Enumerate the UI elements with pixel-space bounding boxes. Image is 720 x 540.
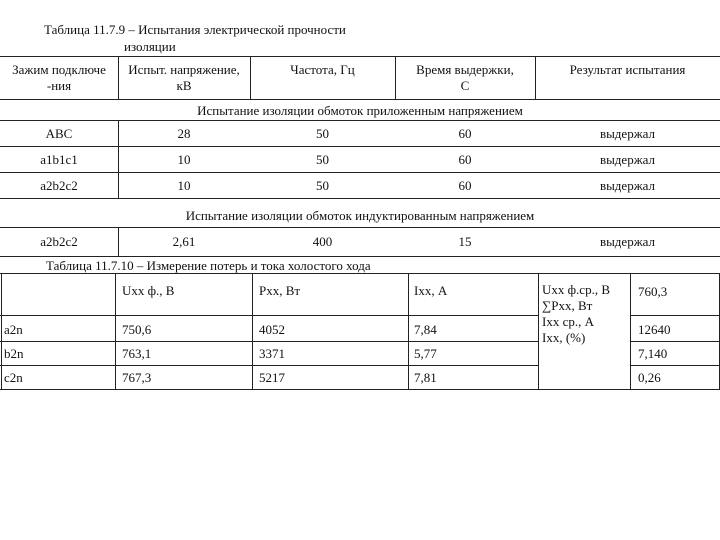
cell-result: выдержал (599, 234, 656, 249)
table2-summary-top-border (538, 273, 720, 274)
cell-pxx: 3371 (259, 346, 285, 361)
cell-frequency: 50 (316, 126, 329, 141)
summary-labels (542, 282, 610, 346)
header-time-line1: Время выдержки, (416, 62, 514, 77)
cell-phase: a2n (4, 322, 23, 337)
summary-value-ixx-percent: 0,26 (638, 370, 661, 385)
cell-pxx: 4052 (259, 322, 285, 337)
header-pxx: Pxx, Вт (259, 283, 301, 298)
table-row (0, 146, 720, 172)
summary-value-uxx-avg: 760,3 (638, 284, 668, 299)
table2-col-divider (538, 273, 539, 389)
cell-phase: b2n (4, 346, 24, 361)
header-voltage-line2: кВ (176, 78, 192, 93)
table-row (0, 227, 720, 256)
summary-label-uxx-avg: Uxx ф.ср., В (542, 282, 611, 297)
cell-frequency: 400 (312, 234, 333, 249)
cell-result: выдержал (599, 126, 656, 141)
header-clamp-line2: -ния (46, 78, 72, 93)
summary-row-divider (630, 365, 720, 366)
cell-clamp: a1b1c1 (40, 152, 78, 167)
cell-uxx: 750,6 (122, 322, 152, 337)
table-row (0, 341, 538, 365)
cell-frequency: 50 (316, 178, 329, 193)
header-time-line2: С (460, 78, 470, 93)
header-ixx: Ixx, А (414, 283, 448, 298)
summary-label-ixx-percent: Ixx, (%) (542, 330, 586, 345)
cell-voltage: 10 (177, 178, 191, 193)
summary-label-pxx-sum: ∑Pxx, Вт (542, 298, 593, 313)
cell-ixx: 7,84 (414, 322, 437, 337)
cell-time: 15 (458, 234, 472, 249)
cell-frequency: 50 (316, 152, 329, 167)
table1-top-border (0, 56, 720, 57)
cell-ixx: 7,81 (414, 370, 437, 385)
table-row (0, 315, 538, 341)
table1-header-bottom-border (0, 99, 720, 100)
cell-clamp: a2b2c2 (40, 178, 78, 193)
header-time (395, 62, 535, 94)
summary-label-ixx-avg: Ixx ср., А (542, 314, 594, 329)
header-voltage-line1: Испыт. напряжение, (128, 62, 240, 77)
header-result: Результат испытания (569, 62, 686, 77)
summary-row-divider (630, 341, 720, 342)
summary-row-divider (630, 315, 720, 316)
summary-value-pxx-sum: 12640 (638, 322, 671, 337)
cell-voltage: 28 (177, 126, 191, 141)
cell-time: 60 (458, 152, 472, 167)
table2-top-border (0, 273, 538, 274)
cell-result: выдержал (599, 178, 656, 193)
cell-result: выдержал (599, 152, 656, 167)
summary-value-ixx-avg: 7,140 (638, 346, 668, 361)
cell-uxx: 767,3 (122, 370, 152, 385)
header-frequency: Частота, Гц (290, 62, 355, 77)
cell-clamp: a2b2c2 (40, 234, 78, 249)
table-row (0, 120, 720, 146)
header-uxx: Uxx ф., В (122, 283, 175, 298)
cell-phase: c2n (4, 370, 23, 385)
table-row (0, 172, 720, 198)
table1-row-divider (0, 198, 720, 199)
cell-voltage: 2,61 (172, 234, 196, 249)
header-clamp (0, 62, 118, 94)
table2-col-divider (630, 273, 631, 389)
cell-time: 60 (458, 178, 472, 193)
table-row (0, 365, 538, 389)
table2-caption: Таблица 11.7.10 – Измерение потерь и тока холостого хода (46, 258, 371, 273)
table2-bottom-border (0, 389, 720, 390)
section2-title: Испытание изоляции обмоток индуктированным напряжением (185, 208, 535, 223)
header-clamp-line1: Зажим подключе (12, 62, 106, 77)
cell-clamp: АВС (45, 126, 73, 141)
cell-voltage: 10 (177, 152, 191, 167)
table1-caption-line2: изоляции (124, 39, 176, 54)
cell-uxx: 763,1 (122, 346, 152, 361)
cell-pxx: 5217 (259, 370, 285, 385)
cell-time: 60 (458, 126, 472, 141)
table1-caption-line1: Таблица 11.7.9 – Испытания электрической прочности (44, 22, 346, 37)
cell-ixx: 5,77 (414, 346, 437, 361)
header-voltage (118, 62, 250, 94)
section1-title: Испытание изоляции обмоток приложенным напряжением (197, 103, 523, 118)
